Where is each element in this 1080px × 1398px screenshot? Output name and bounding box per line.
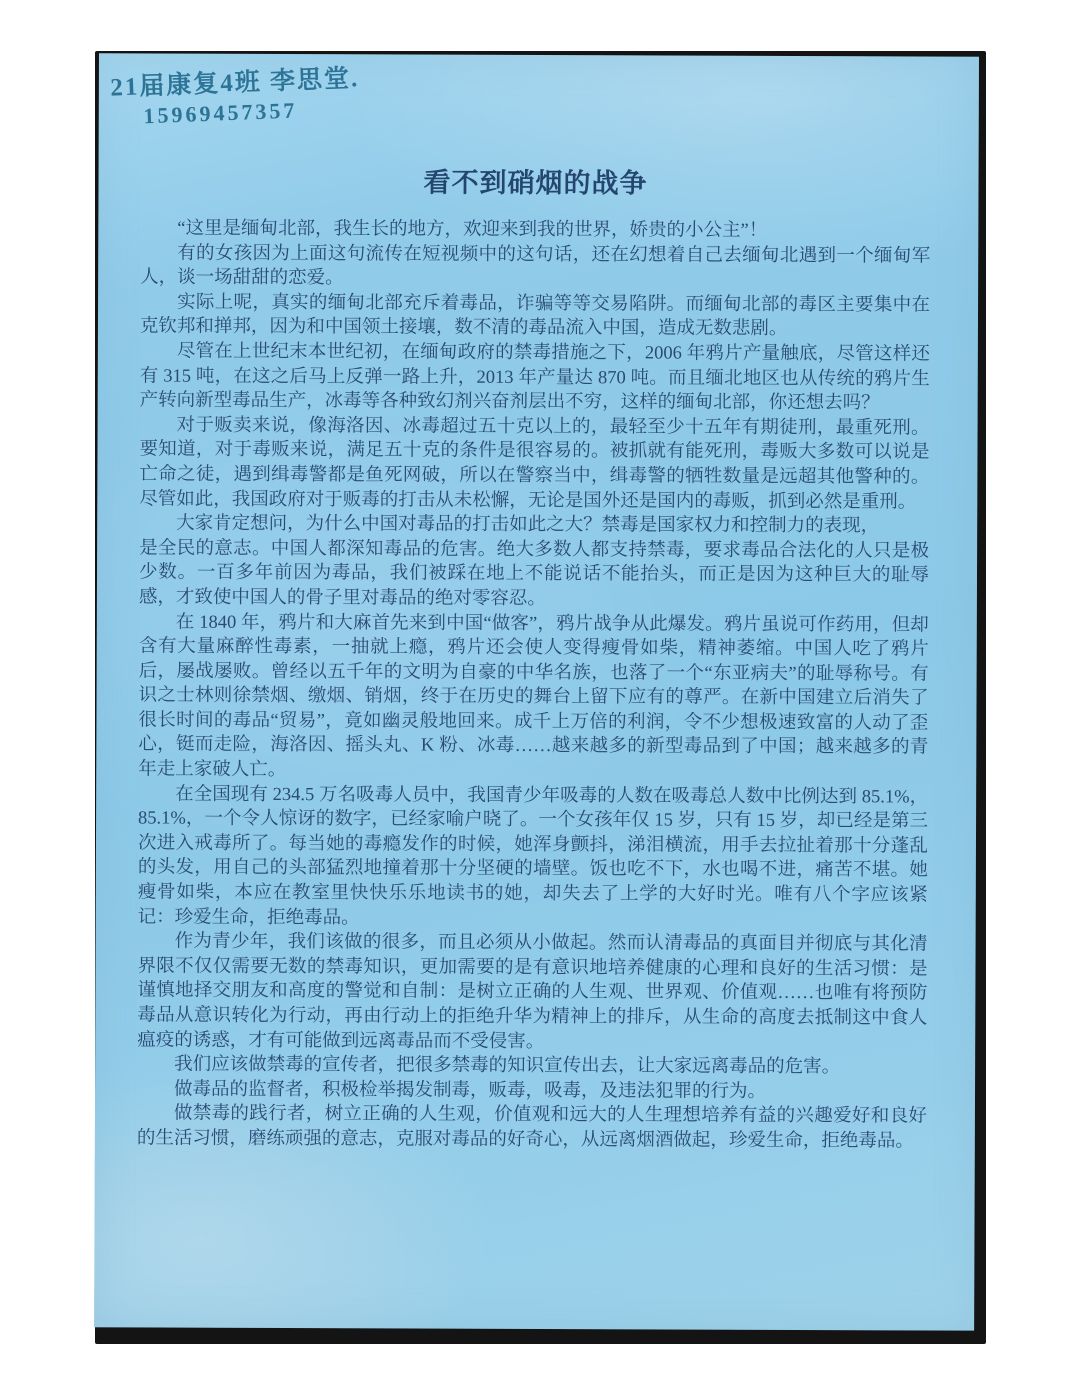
- essay-paragraph: 作为青少年，我们该做的很多，而且必须从小做起。然而认清毒品的真面目并彻底与其化清界限不仅仅需要无数的禁毒知识，更加需要的是有意识地培养健康的心理和良好的生活习惯：是谨慎地择交朋友和高度的警觉和自制：是树立正确的人生观、世界观、价值观……也唯有将预防毒品从意识转化为行动，再由行动上的拒绝升华为精神上的排斥，从生命的高度去抵制这中食人瘟疫的诱惑，才有可能做到远离毒品而不受侵害。: [137, 931, 928, 1052]
- dark-backdrop: [95, 51, 986, 1344]
- essay-paragraph: 做禁毒的践行者，树立正确的人生观，价值观和远大的人生理想培养有益的兴趣爱好和良好的生活习惯，磨练顽强的意志，克服对毒品的好奇心，从远离烟酒做起，珍爱生命，拒绝毒品。: [136, 1103, 927, 1152]
- printed-essay: [137, 159, 931, 1154]
- essay-paragraph: 尽管在上世纪末本世纪初，在缅甸政府的禁毒措施之下，2006 年鸦片产量触底，尽管这样还有 315 吨，在这之后马上反弹一路上升，2013 年产量达 870 吨。而且缅北地区也从传统的鸦片生产转向新型毒品生产，冰毒等各种致幻剂兴奋剂层出不穷，这样的缅甸北部，你还想去吗？: [139, 341, 930, 414]
- essay-paragraph: 在 1840 年，鸦片和大麻首先来到中国“做客”，鸦片战争从此爆发。鸦片虽说可作药用，但却含有大量麻醉性毒素，一抽就上瘾，鸦片还会使人变得瘦骨如柴，精神萎缩。中国人吃了鸦片后，屡战屡败。曾经以五千年的文明为自豪的中华名族，也落了一个“东亚病夫”的耻辱称号。有识之士林则徐禁烟、缴烟、销烟，终于在历史的舞台上留下应有的尊严。在新中国建立后消失了很长时间的毒品“贸易”，竟如幽灵般地回来。成千上万倍的利润，令不少想极速致富的人动了歪心，铤而走险，海洛因、摇头丸、K 粉、冰毒……越来越多的新型毒品到了中国；越来越多的青年走上家破人亡。: [138, 612, 929, 781]
- essay-paragraph: 在全国现有 234.5 万名吸毒人员中，我国青少年吸毒的人数在吸毒总人数中比例达到 85.1%，85.1%，一个令人惊讶的数字，已经家喻户晓了。一个女孩年仅 15 岁，只有 15 岁，却已经是第三次进入戒毒所了。每当她的毒瘾发作的时候，她浑身颤抖，涕泪横流，用手去拉扯着那十分蓬乱的头发，用自己的头部猛烈地撞着那十分坚硬的墙壁。饭也吃不下，水也喝不进，痛苦不堪。她瘦骨如柴，本应在教室里快快乐乐地读书的她，却失去了上学的大好时光。唯有八个字应该紧记：珍爱生命，拒绝毒品。: [137, 784, 929, 928]
- handwritten-phone-number: 15969457357: [143, 97, 298, 129]
- blue-paper-sheet: [94, 53, 979, 1330]
- handwritten-class-and-name: 21届康复4班 李思堂.: [109, 65, 360, 102]
- essay-paragraph: 有的女孩因为上面这句流传在短视频中的这句话，还在幻想着自己去缅甸北遇到一个缅甸军人，谈一场甜甜的恋爱。: [140, 243, 931, 289]
- essay-paragraph: 我们应该做禁毒的宣传者，把很多禁毒的知识宣传出去，让大家远离毒品的危害。: [174, 1054, 841, 1078]
- essay-paragraph: 是全民的意志。中国人都深知毒品的危害。绝大多数人都支持禁毒，要求毒品合法化的人只是极少数。一百多年前因为毒品，我们被踩在地上不能说话不能抬头，而正是因为这种巨大的耻辱感，才致使中国人的骨子里对毒品的绝对零容忍。: [138, 538, 930, 609]
- essay-paragraph: 大家肯定想问，为什么中国对毒品的打击如此之大？禁毒是国家权力和控制力的表现，: [176, 513, 880, 537]
- essay-paragraph: 实际上呢，真实的缅甸北部充斥着毒品，诈骗等等交易陷阱。而缅甸北部的毒区主要集中在克钦邦和掸邦，因为和中国领土接壤，数不清的毒品流入中国，造成无数悲剧。: [139, 292, 931, 340]
- handwritten-annotation: [110, 63, 361, 131]
- essay-paragraph: 对于贩卖来说，像海洛因、冰毒超过五十克以上的，最轻至少十五年有期徒刑，最重死刑。要知道，对于毒贩来说，满足五十克的条件是很容易的。被抓就有能死刑，毒贩大多数可以说是亡命之徒，遇到缉毒警都是鱼死网破，所以在警察当中，缉毒警的牺牲数量是远超其他警种的。尽管如此，我国政府对于贩毒的打击从未松懈，无论是国外还是国内的毒贩，抓到必然是重刑。: [139, 415, 930, 512]
- essay-paragraph: 做毒品的监督者，积极检举揭发制毒，贩毒，吸毒，及违法犯罪的行为。: [173, 1079, 767, 1102]
- essay-paragraph: “这里是缅甸北部，我生长的地方，欢迎来到我的世界，娇贵的小公主”！: [177, 218, 768, 241]
- essay-title: 看不到硝烟的战争: [423, 167, 648, 199]
- essay-body: [137, 216, 931, 1154]
